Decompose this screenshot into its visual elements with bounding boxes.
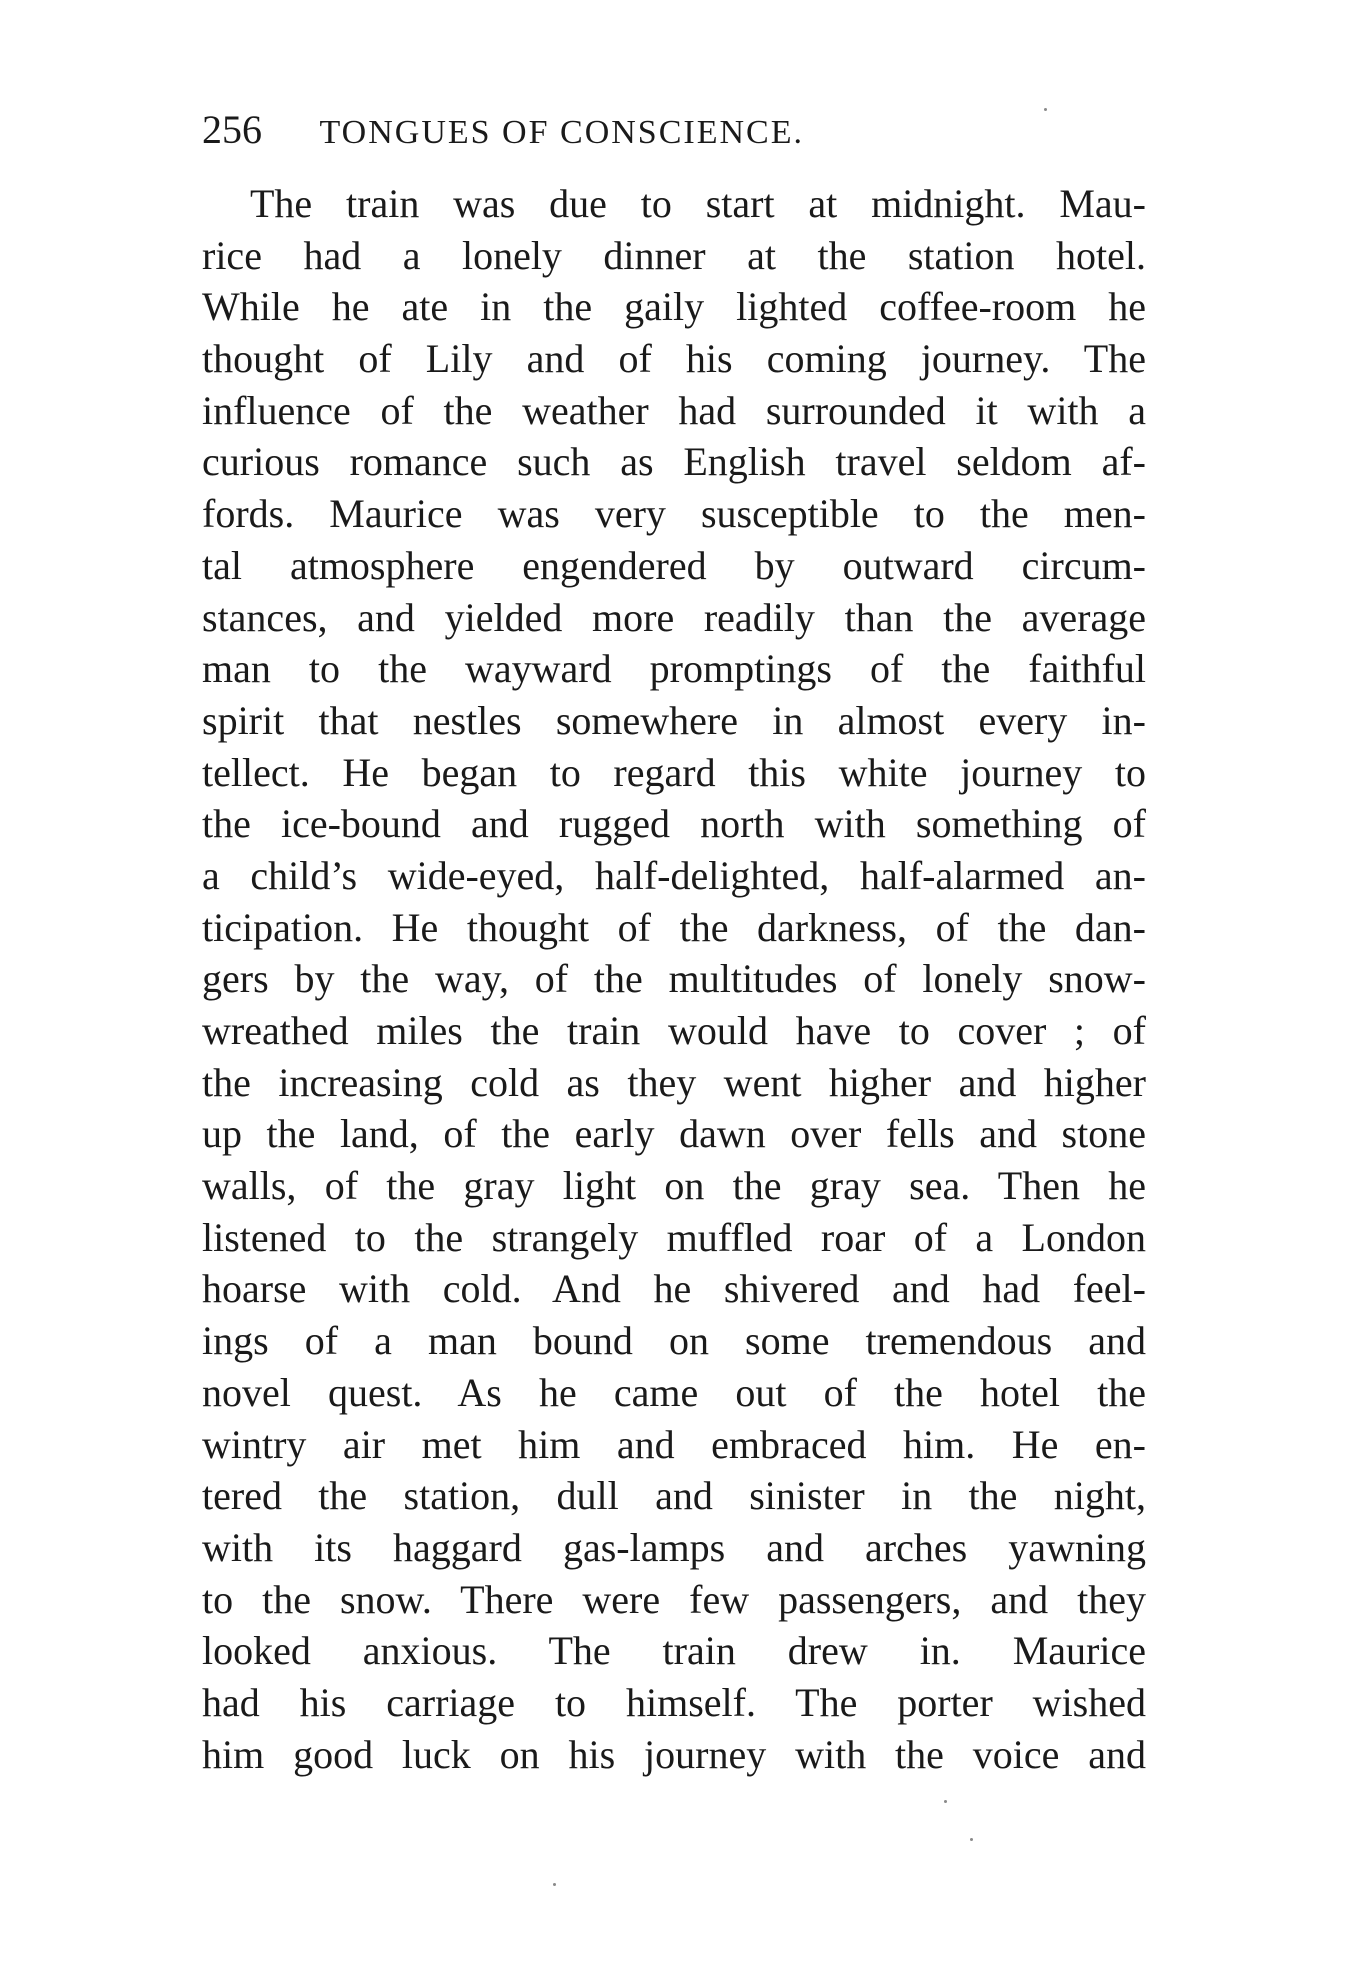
text-line: listened to the strangely muffled roar of a London bbox=[202, 1214, 1146, 1260]
text-line: ticipation. He thought of the darkness, of the dan- bbox=[202, 904, 1146, 950]
text-line: the ice-bound and rugged north with something of bbox=[202, 801, 1146, 847]
running-head bbox=[202, 100, 1162, 160]
text-line: the increasing cold as they went higher and higher bbox=[202, 1059, 1146, 1105]
text-line: stances, and yielded more readily than the average bbox=[202, 594, 1146, 640]
text-line: novel quest. As he came out of the hotel the bbox=[202, 1369, 1146, 1415]
text-line: influence of the weather had surrounded it with a bbox=[202, 387, 1146, 433]
running-title: TONGUES OF CONSCIENCE. bbox=[319, 114, 804, 151]
paper-speck bbox=[553, 1883, 556, 1886]
text-line: tal atmosphere engendered by outward circum- bbox=[202, 542, 1146, 588]
text-line: wreathed miles the train would have to cover ; of bbox=[202, 1008, 1146, 1053]
text-line: wintry air met him and embraced him. He en- bbox=[202, 1421, 1146, 1467]
text-line: spirit that nestles somewhere in almost every in- bbox=[202, 697, 1146, 743]
text-line: rice had a lonely dinner at the station hotel. bbox=[202, 232, 1146, 278]
text-line: with its haggard gas-lamps and arches yawning bbox=[202, 1524, 1146, 1570]
text-line: up the land, of the early dawn over fells and stone bbox=[202, 1111, 1146, 1157]
text-line: to the snow. There were few passengers, and they bbox=[202, 1576, 1146, 1622]
paper-speck bbox=[944, 1800, 947, 1803]
text-line: The train was due to start at midnight. Mau- bbox=[250, 181, 1146, 226]
text-line: curious romance such as English travel seldom af- bbox=[202, 439, 1146, 485]
text-line: walls, of the gray light on the gray sea. Then he bbox=[202, 1163, 1146, 1209]
text-line: gers by the way, of the multitudes of lonely snow- bbox=[202, 956, 1146, 1002]
text-line: looked anxious. The train drew in. Maurice bbox=[202, 1628, 1146, 1674]
text-line: While he ate in the gaily lighted coffee-room he bbox=[202, 284, 1146, 330]
text-line: fords. Maurice was very susceptible to the men- bbox=[202, 491, 1146, 537]
text-line: hoarse with cold. And he shivered and had feel- bbox=[202, 1266, 1146, 1312]
paper-speck bbox=[970, 1838, 973, 1841]
body-text bbox=[202, 178, 1146, 1780]
text-line: tellect. He began to regard this white journey to bbox=[202, 749, 1146, 795]
text-line: tered the station, dull and sinister in the night, bbox=[202, 1473, 1146, 1519]
paper-speck bbox=[1044, 108, 1047, 111]
text-line: thought of Lily and of his coming journey. The bbox=[202, 336, 1146, 382]
text-line: man to the wayward promptings of the faithful bbox=[202, 646, 1146, 692]
text-line: ings of a man bound on some tremendous and bbox=[202, 1318, 1146, 1364]
text-line: him good luck on his journey with the voice and bbox=[202, 1731, 1146, 1777]
page-number: 256 bbox=[202, 107, 262, 152]
text-line: a child’s wide-eyed, half-delighted, half-alarmed an- bbox=[202, 852, 1146, 898]
text-line: had his carriage to himself. The porter wished bbox=[202, 1679, 1146, 1725]
